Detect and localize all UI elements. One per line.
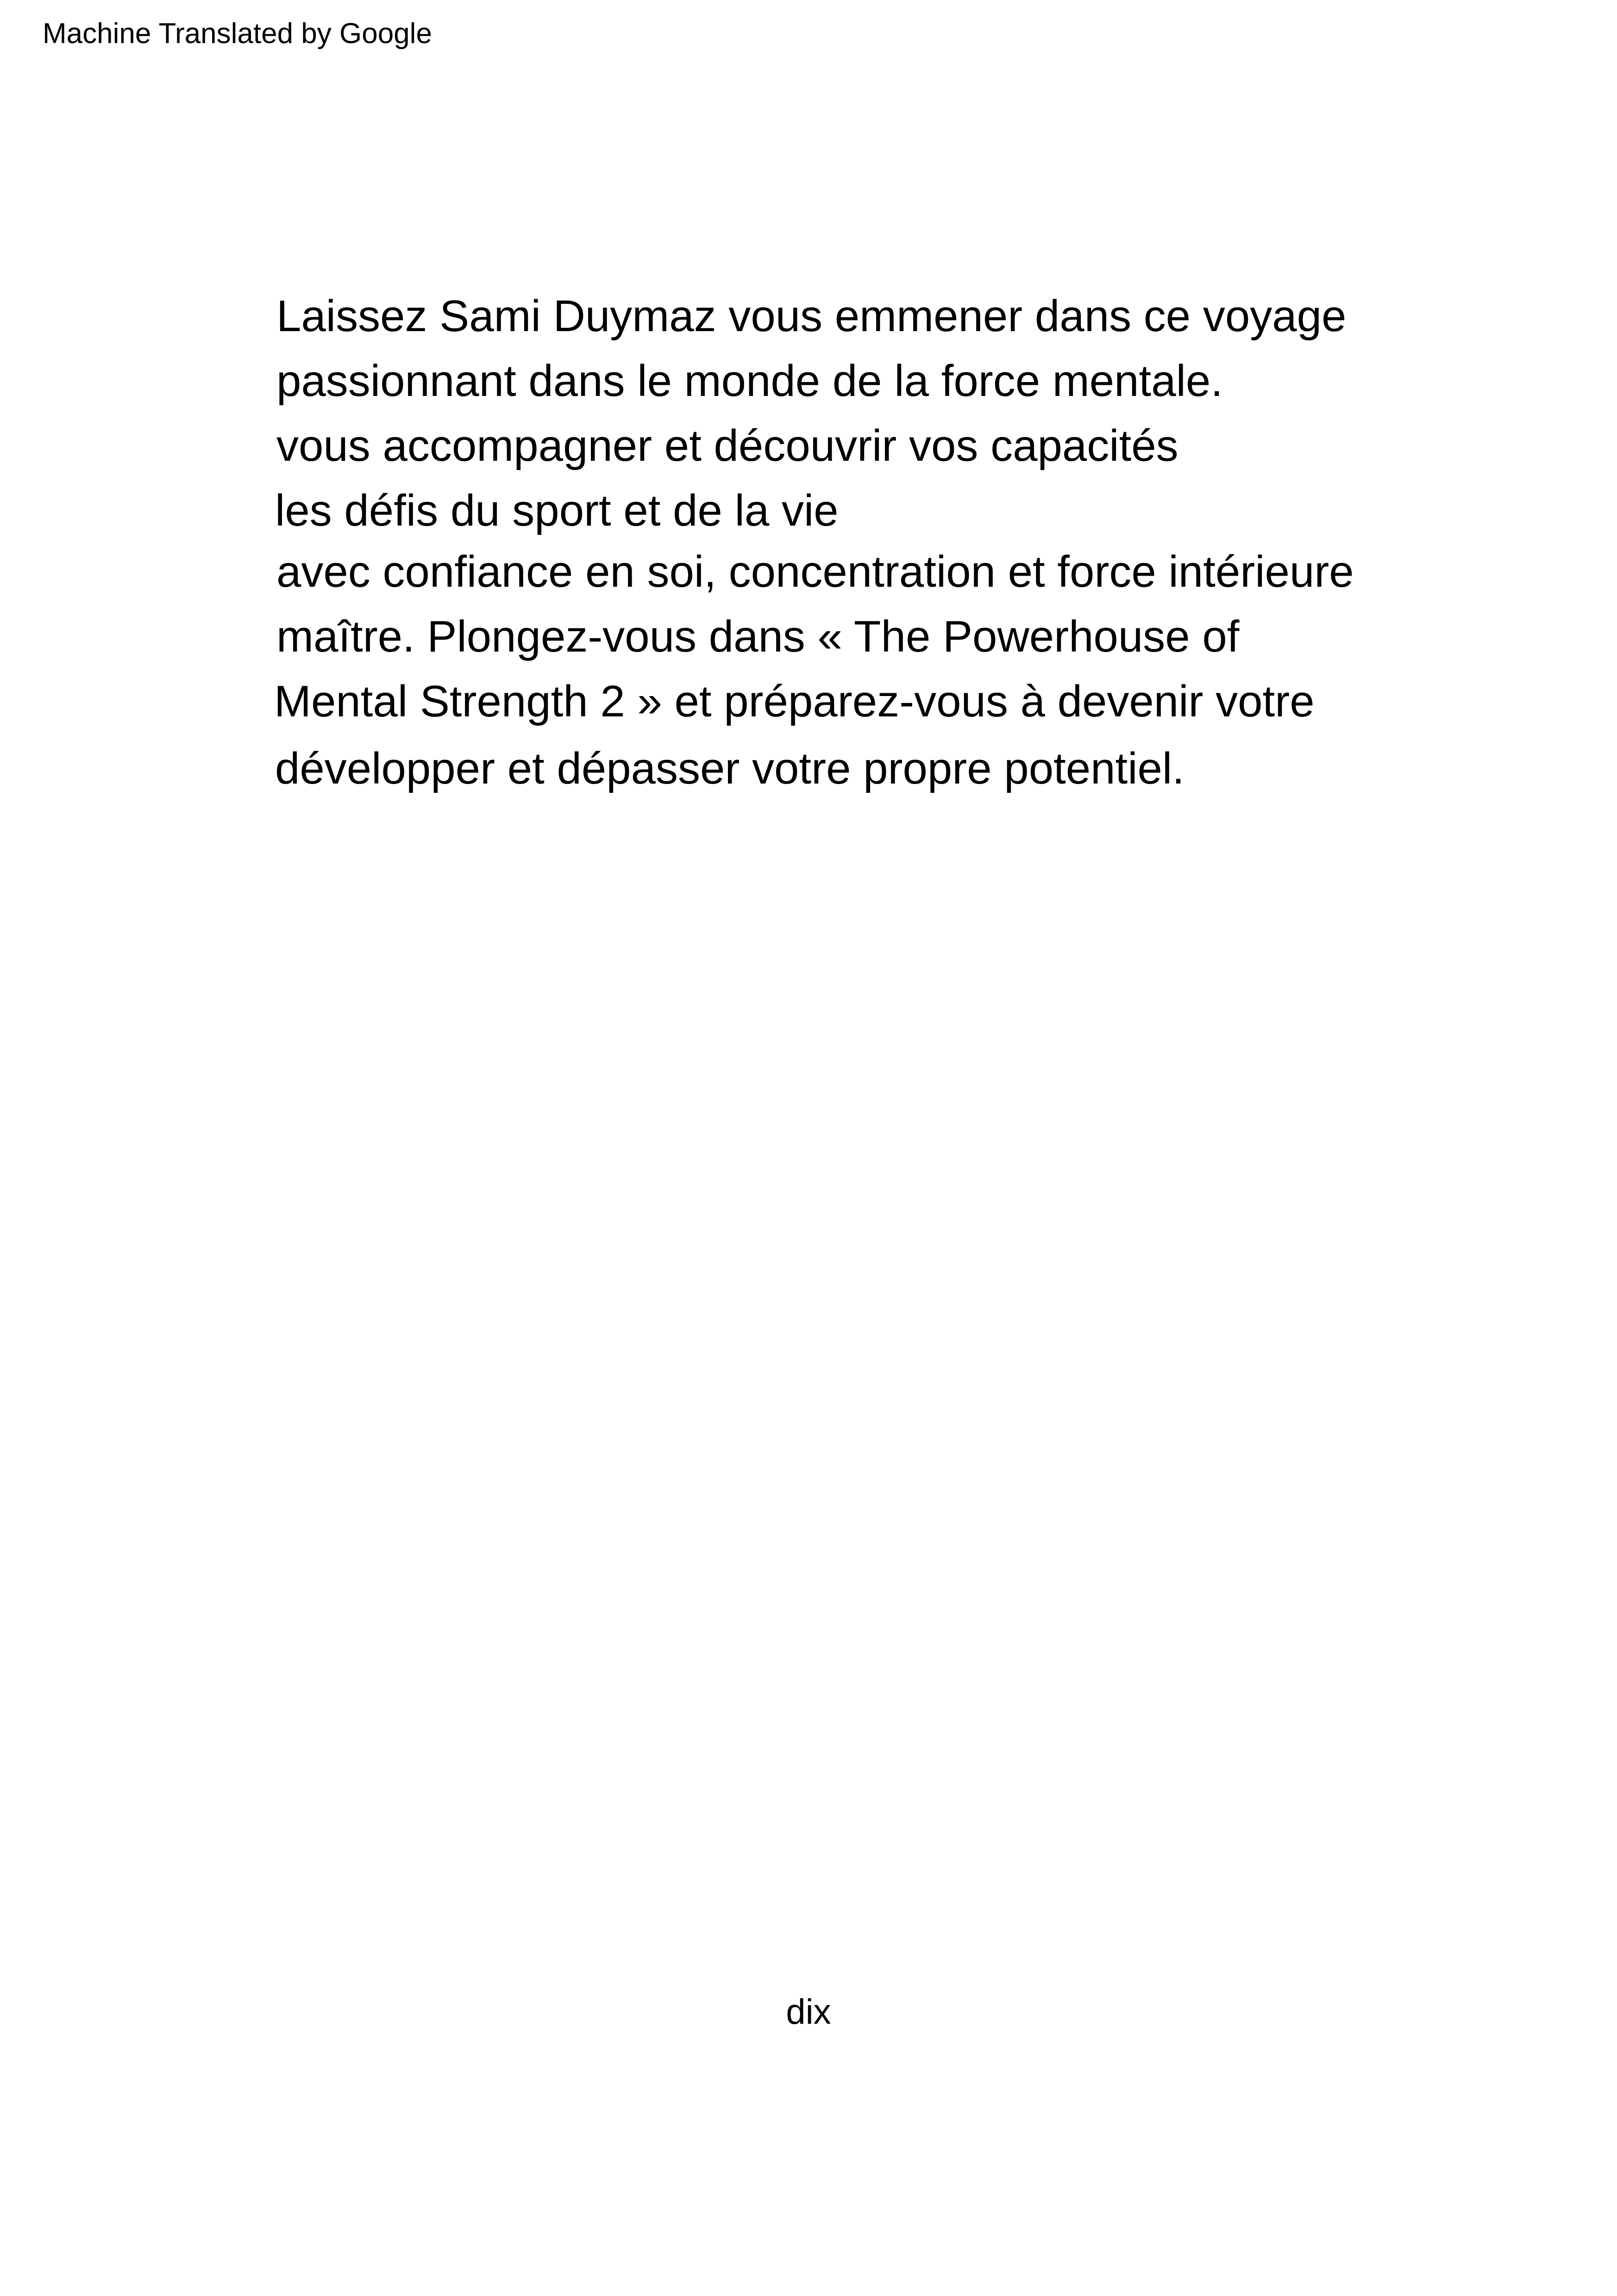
body-line: passionnant dans le monde de la force mentale. bbox=[276, 356, 1223, 406]
body-line: avec confiance en soi, concentration et force intérieure bbox=[276, 547, 1354, 596]
body-line: Laissez Sami Duymaz vous emmener dans ce voyage bbox=[276, 291, 1347, 341]
body-line: Mental Strength 2 » et préparez-vous à devenir votre bbox=[274, 677, 1315, 726]
page-number: dix bbox=[786, 1992, 831, 2032]
body-line: les défis du sport et de la vie bbox=[275, 486, 839, 535]
body-line: vous accompagner et découvrir vos capacités bbox=[276, 421, 1178, 470]
body-line: développer et dépasser votre propre potentiel. bbox=[275, 744, 1185, 793]
machine-translation-banner: Machine Translated by Google bbox=[43, 18, 432, 50]
body-line: maître. Plongez-vous dans « The Powerhouse of bbox=[276, 612, 1240, 661]
